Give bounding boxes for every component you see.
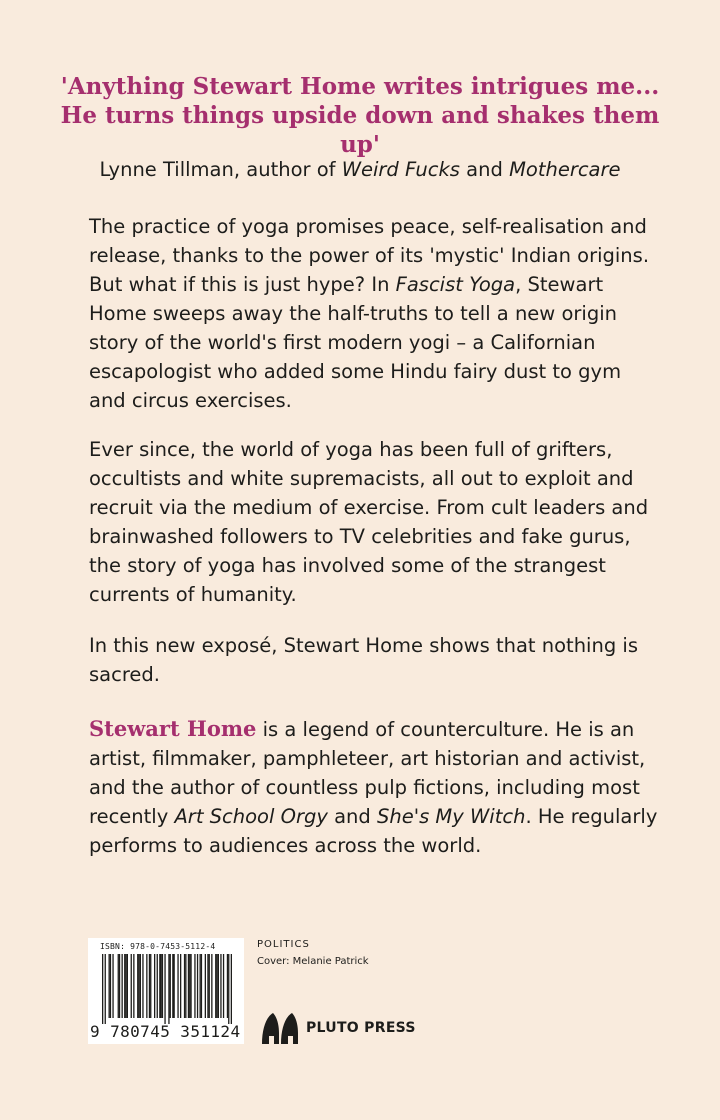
barcode-bar	[223, 954, 224, 1018]
barcode-bar	[168, 954, 169, 1024]
cover-credit: Cover: Melanie Patrick	[257, 956, 369, 967]
barcode-bar	[228, 954, 229, 1024]
barcode-bar	[209, 954, 210, 1018]
barcode-bar	[177, 954, 178, 1018]
barcode-bar	[105, 954, 106, 1024]
barcode-bar	[118, 954, 119, 1018]
barcode-bar	[125, 954, 126, 1018]
bio-book-title: She's My Witch	[376, 805, 526, 828]
barcode-bar	[220, 954, 221, 1018]
barcode-bar	[207, 954, 208, 1018]
description-paragraph-2: Ever since, the world of yoga has been full of grifters, occultists and white supremacists, all out to exploit and recruit via the medium of exercise. From cult leaders and brainwashed followers to TV celebrities and fake gurus, the story of yoga has involved some of the strangest currents of humanity.	[89, 438, 649, 606]
barcode-bar	[146, 954, 147, 1018]
barcode-bar	[140, 954, 141, 1018]
barcode-bar	[216, 954, 217, 1018]
barcode-bar	[110, 954, 111, 1018]
barcode-bar	[154, 954, 155, 1018]
isbn-label: ISBN: 978-0-7453-5112-4	[100, 942, 216, 951]
barcode-bars	[102, 954, 232, 1024]
barcode-bar	[227, 954, 228, 1018]
barcode-bar	[137, 954, 138, 1018]
publisher-logo	[260, 1011, 416, 1045]
barcode-bar	[189, 954, 190, 1018]
barcode-bar	[164, 954, 165, 1024]
barcode-bar	[124, 954, 125, 1018]
barcode-bar	[190, 954, 191, 1018]
barcode-bar	[201, 954, 202, 1018]
description-paragraph-3: In this new exposé, Stewart Home shows that nothing is sacred.	[89, 634, 638, 686]
attribution-book-title: Mothercare	[509, 158, 621, 181]
barcode-bar	[122, 954, 123, 1018]
isbn-barcode	[88, 938, 244, 1044]
barcode-bar	[218, 954, 219, 1018]
barcode-bar	[159, 954, 160, 1018]
barcode-bar	[184, 954, 185, 1018]
paragraph-text: The practice of yoga promises peace, self-realisation and release, thanks to the power of its 'mystic' Indian origins. But what if this is just hype? In	[89, 215, 650, 296]
barcode-bar	[149, 954, 150, 1018]
attribution-text: Lynne Tillman, author of	[99, 158, 342, 181]
book-title: Fascist Yoga	[395, 273, 516, 296]
barcode-bar	[231, 954, 232, 1024]
barcode-bar	[172, 954, 173, 1018]
barcode-bar	[215, 954, 216, 1018]
author-bio	[89, 714, 659, 860]
publisher-name: PLUTO PRESS	[306, 1020, 416, 1036]
barcode-bar	[180, 954, 181, 1018]
description-paragraph-1	[89, 212, 659, 415]
endorsement-quote: 'Anything Stewart Home writes intrigues me... He turns things upside down and shakes them up'	[60, 73, 660, 158]
bio-book-title: Art School Orgy	[174, 805, 328, 828]
category-label: POLITICS	[257, 939, 310, 950]
barcode-bar	[162, 954, 163, 1018]
barcode-bar	[150, 954, 151, 1018]
attribution-conjunction: and	[459, 158, 510, 181]
barcode-bar	[200, 954, 201, 1018]
barcode-bar	[142, 954, 143, 1018]
barcode-bar	[197, 954, 198, 1018]
pluto-press-logo-icon	[260, 1011, 300, 1045]
endorsement-attribution	[60, 156, 660, 184]
bio-text: and	[327, 805, 377, 828]
barcode-bar	[138, 954, 139, 1018]
author-name: Stewart Home	[89, 716, 257, 741]
barcode-digits: 9 780745 351124	[90, 1022, 241, 1041]
barcode-bar	[133, 954, 134, 1018]
attribution-book-title: Weird Fucks	[341, 158, 460, 181]
barcode-bar	[170, 954, 171, 1018]
barcode-bar	[174, 954, 175, 1018]
barcode-bar	[194, 954, 195, 1018]
bio-text: is a legend of counterculture. He is an artist, filmmaker, pamphleteer, art historian and activist, and the author of countless pulp fictions, including most recently	[89, 718, 646, 828]
barcode-bar	[185, 954, 186, 1018]
barcode-bar	[109, 954, 110, 1018]
barcode-bar	[131, 954, 132, 1018]
barcode-bar	[119, 954, 120, 1018]
bio-text: . He regularly performs to audiences across the world.	[89, 805, 658, 857]
barcode-bar	[102, 954, 103, 1024]
barcode-bar	[161, 954, 162, 1018]
barcode-bar	[205, 954, 206, 1018]
barcode-bar	[112, 954, 113, 1018]
barcode-bar	[188, 954, 189, 1018]
barcode-bar	[211, 954, 212, 1018]
barcode-bar	[127, 954, 128, 1018]
paragraph-text: , Stewart Home sweeps away the half-truths to tell a new origin story of the world's first modern yogi – a Californian escapologist who added some Hindu fairy dust to gym and circus exercises.	[89, 273, 622, 412]
barcode-bar	[157, 954, 158, 1018]
